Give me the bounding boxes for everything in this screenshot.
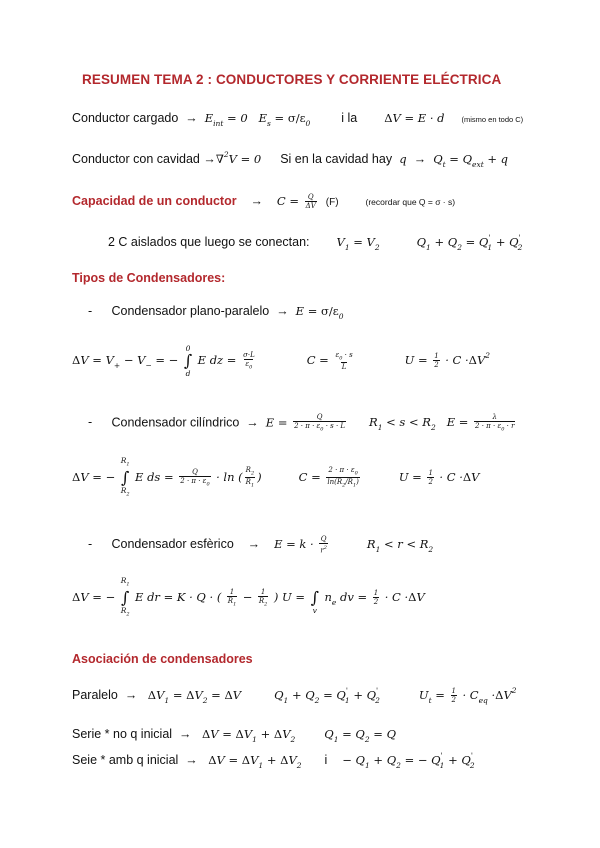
cilindrico-line: - Condensador cilíndrico → E = $\frac{Q}{2 \cdot \pi \cdot \varepsilon_0 \cdot s \cdot L}$ $R_1 < s < R_2$ E = $\frac{\lambda}{2 \cdot \pi \cdot \varepsilon_0 \cdot r}$ xyxy=(88,413,515,433)
conductor-cavidad-line: Conductor con cavidad →∇$^2$V = 0 Si en la cavidad hay $q \to Q_t = Q_{ext} + q$ xyxy=(72,150,509,169)
conductor-cargado-line: Conductor cargado → $E_{int} = 0$ $E_s = \sigma/\varepsilon_0$ i la ΔV = E · d (mismo en todo C) xyxy=(72,111,524,128)
paralelo-label: Paralelo xyxy=(72,688,118,702)
recordar-note: (recordar que Q = σ · s) xyxy=(365,197,456,207)
plano-formula: $\Delta V = V_+ - V_-$ = − 0 ∫ d E dz = $\frac{\sigma\cdot L}{\varepsilon_0}$ C = $\frac{\varepsilon_0 \cdot s}{L}$ U = $\frac{1}{2}$ · $C \cdot\Delta V^2$ xyxy=(72,343,491,378)
serie2-i: i xyxy=(324,753,328,767)
serie2-line: Seie * amb q inicial → $\Delta V = \Delta V_1 + \Delta V_2$ $i - Q_1 + Q_2$ = − $Q'_1 + Q'_2$ xyxy=(72,751,475,770)
esferico-line: - Condensador esfèrico → E = k · $\frac{Q}{r^2}$ $R_1 < r < R_2$ xyxy=(88,535,434,555)
tipos-heading: Tipos de Condensadores: xyxy=(72,271,226,285)
cilindrico-formula: ΔV = − $R_1$ ∫ $R_2$ E ds = $\frac{Q}{2 \cdot \pi \cdot \varepsilon_0}$ · ln ( $\frac{R_2}{R_1}$ ) C = $\frac{2 \cdot \pi \cdot \varepsilon_0}{\ln(R_2/R_1)}$ U = $\frac{1}{2}$ · C ·ΔV xyxy=(72,456,480,498)
aislados-line: 2 C aislados que luego se conectan: $V_1 = V_2$ $Q_1 + Q_2 = Q'_1 + Q'_2$ xyxy=(108,233,523,252)
serie2-label: Seie * amb q inicial xyxy=(72,753,179,767)
paralelo-line: Paralelo → $\Delta V_1 = \Delta V_2 = \Delta V$ $Q_1 + Q_2 = Q'_1 + Q'_2$ $U_t$ = $\frac{1}{2}$ · $C_{eq} \cdot\Delta V^2$ xyxy=(72,686,517,705)
plano-line: - Condensador plano-paralelo → $E = \sigma/\varepsilon_0$ xyxy=(88,304,344,321)
cavidad-text: Si en la cavidad hay xyxy=(280,152,393,166)
esferico-formula: ΔV = − $R_1$ ∫ $R_2$ E dr = K · Q · ( $\frac{1}{R_1}$ − $\frac{1}{R_2}$ ) U = ∫ v $n_e$ dv = $\frac{1}{2}$ · C ·ΔV xyxy=(72,576,425,618)
ila-text: i la xyxy=(341,111,358,125)
farad-unit: (F) xyxy=(325,197,339,208)
esferico-label: Condensador esfèrico xyxy=(111,536,234,551)
asociacion-heading: Asociación de condensadores xyxy=(72,652,253,666)
aislados-label: 2 C aislados que luego se conectan: xyxy=(108,235,310,249)
capacidad-heading: Capacidad de un conductor xyxy=(72,194,237,208)
cilindrico-bullet: - xyxy=(88,415,93,430)
serie1-label: Serie * no q inicial xyxy=(72,727,173,741)
conductor-cavidad-label: Conductor con cavidad xyxy=(72,152,200,166)
plano-bullet: - xyxy=(88,304,93,318)
page-title: RESUMEN TEMA 2 : CONDUCTORES Y CORRIENTE ELÉCTRICA xyxy=(82,72,502,87)
serie1-line: Serie * no q inicial → $\Delta V = \Delta V_1 + \Delta V_2$ $Q_1 = Q_2 = Q$ xyxy=(72,727,397,744)
conductor-cargado-label: Conductor cargado xyxy=(72,111,179,125)
capacidad-line: Capacidad de un conductor → C = $\frac{Q}{\Delta V}$ (F) (recordar que Q = σ · s) xyxy=(72,193,456,211)
plano-label: Condensador plano-paralelo xyxy=(111,304,270,318)
cilindrico-label: Condensador cilíndrico xyxy=(111,415,240,430)
esferico-bullet: - xyxy=(88,536,93,551)
mismo-note: (mismo en todo C) xyxy=(461,115,524,124)
